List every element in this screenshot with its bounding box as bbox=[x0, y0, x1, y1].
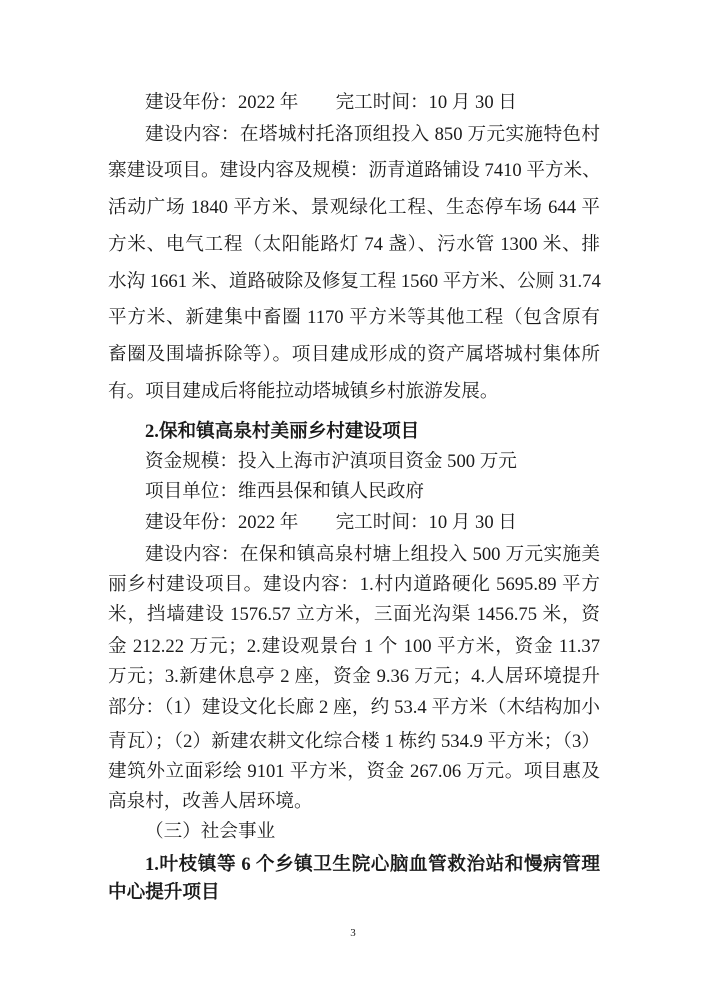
subsection-heading: 1.叶枝镇等 6 个乡镇卫生院心脑血管救治站和慢病管理 bbox=[145, 854, 600, 875]
text-line: 建设年份：2022 年 完工时间：10 月 30 日 bbox=[145, 92, 517, 113]
text-line: 方米、电气工程（太阳能路灯 74 盏）、污水管 1300 米、排 bbox=[108, 234, 600, 255]
text-line: 丽乡村建设项目。建设内容：1.村内道路硬化 5695.89 平方 bbox=[108, 574, 600, 595]
text-line: 金 212.22 万元；2.建设观景台 1 个 100 平方米，资金 11.37 bbox=[108, 636, 600, 657]
text-line: 资金规模：投入上海市沪滇项目资金 500 万元 bbox=[145, 451, 517, 472]
section-heading: 2.保和镇高泉村美丽乡村建设项目 bbox=[145, 421, 420, 442]
text-line: 青瓦）；（2）新建农耕文化综合楼 1 栋约 534.9 平方米；（3） bbox=[108, 731, 600, 752]
subsection-heading: 中心提升项目 bbox=[108, 882, 220, 903]
page-number: 3 bbox=[350, 927, 356, 939]
text-line: 建设年份：2022 年 完工时间：10 月 30 日 bbox=[145, 512, 517, 533]
text-line: 米，挡墙建设 1576.57 立方米，三面光沟渠 1456.75 米，资 bbox=[108, 604, 600, 625]
text-line: 有。项目建成后将能拉动塔城镇乡村旅游发展。 bbox=[108, 381, 499, 402]
text-line: 建筑外立面彩绘 9101 平方米，资金 267.06 万元。项目惠及 bbox=[108, 761, 600, 782]
text-line: 水沟 1661 米、道路破除及修复工程 1560 平方米、公厕 31.74 bbox=[108, 271, 601, 292]
text-line: 项目单位：维西县保和镇人民政府 bbox=[145, 481, 424, 502]
text-line: 建设内容：在保和镇高泉村塘上组投入 500 万元实施美 bbox=[145, 544, 600, 565]
text-line: 部分：（1）建设文化长廊 2 座，约 53.4 平方米（木结构加小 bbox=[108, 697, 600, 718]
section-heading: （三）社会事业 bbox=[145, 821, 276, 842]
text-line: 高泉村，改善人居环境。 bbox=[108, 791, 313, 812]
text-line: 平方米、新建集中畜圈 1170 平方米等其他工程（包含原有 bbox=[108, 307, 600, 328]
text-line: 畜圈及围墙拆除等）。项目建成形成的资产属塔城村集体所 bbox=[108, 344, 600, 365]
text-line: 万元；3.新建休息亭 2 座，资金 9.36 万元；4.人居环境提升 bbox=[108, 666, 600, 687]
text-line: 建设内容：在塔城村托洛顶组投入 850 万元实施特色村 bbox=[145, 124, 600, 145]
text-line: 寨建设项目。建设内容及规模：沥青道路铺设 7410 平方米、 bbox=[108, 160, 601, 181]
text-line: 活动广场 1840 平方米、景观绿化工程、生态停车场 644 平 bbox=[108, 197, 600, 218]
